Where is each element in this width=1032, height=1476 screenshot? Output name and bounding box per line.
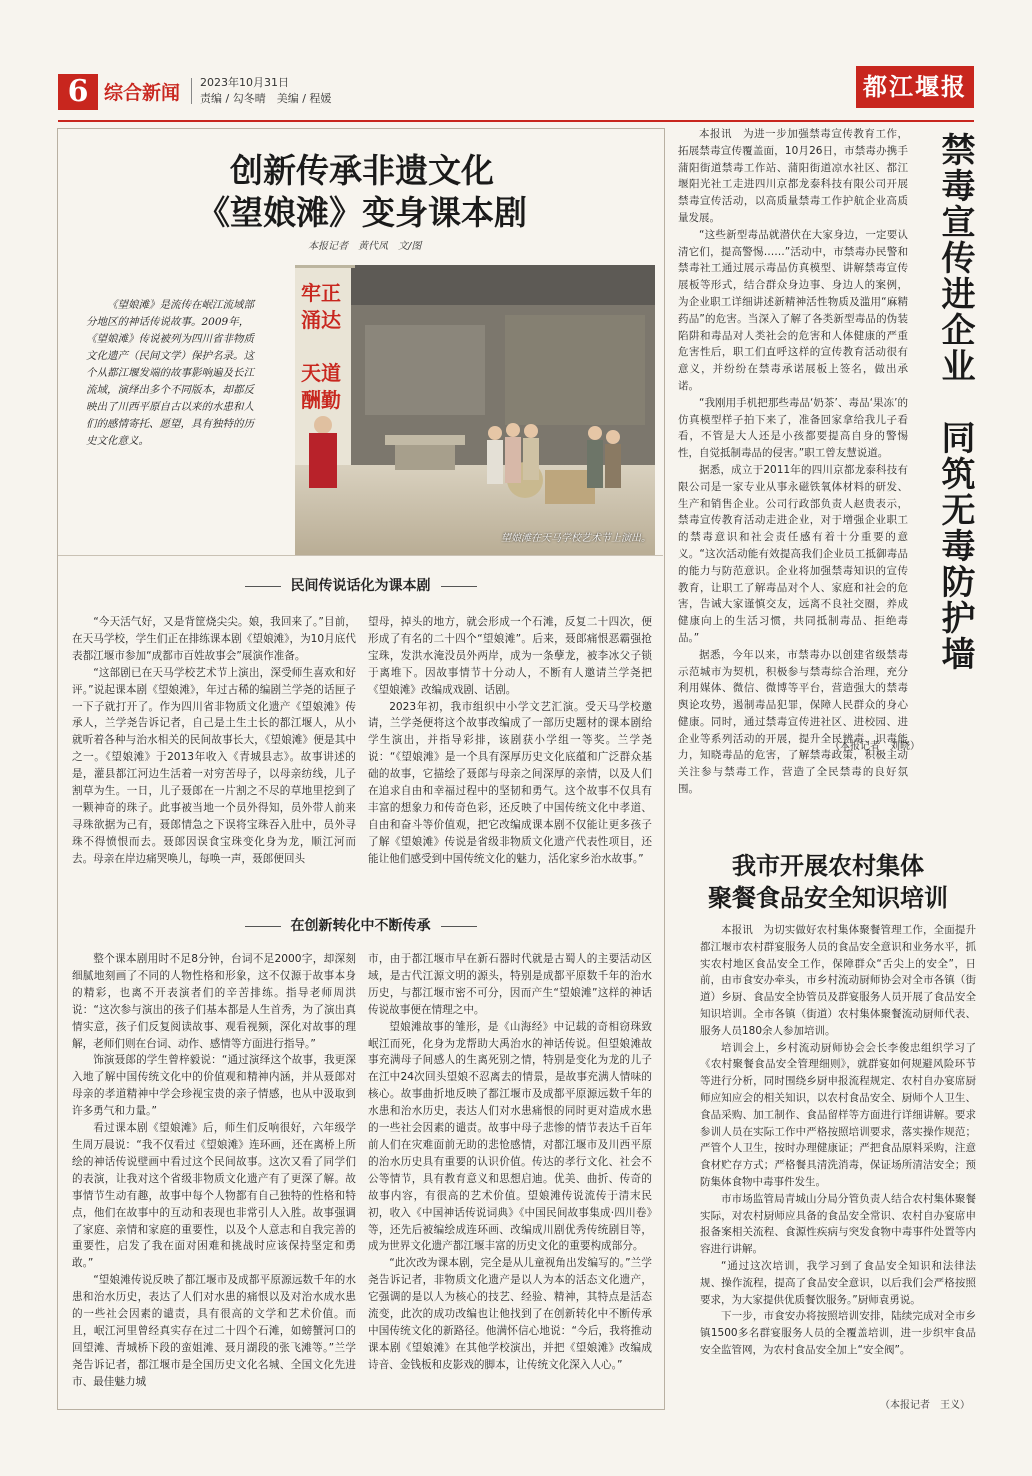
section-name: 综合新闻	[104, 82, 181, 104]
food-safety-article-sign: （本报记者 王义）	[880, 1400, 970, 1411]
paragraph: 望娘滩故事的雏形，是《山海经》中记载的奇相窃珠致岷江而死，化身为龙帮助大禹治水的神话传说。但望娘滩故事充满母子间感人的生离死别之情，特别是变化为龙的儿子在江中24次回头望娘不忍离去的情景，是故事充满人情味的核心。故事曲折地反映了都江堰市及成都平原源远数千年的水患和治水历史，表达人们对水患痛恨的同时更对造成水患的一些社会因素的谴责。故事中母子悲惨的情节表达千百年前人们在灾难面前无助的悲怆感情，对都江堰市及川西平原的治水历史具有重要的认识价值。传达的孝行文化、社会不公等情节，具有教育意义和思想启迪。优美、曲折、传奇的故事内容，有很高的艺术价值。望娘滩传说流传于清末民初，收入《中国神话传说词典》《中国民间故事集成·四川卷》等，还先后被编绘成连环画、改编成川剧优秀传统剧目等，成为世界文化遗产都江堰丰富的历史文化的重要构成部分。	[368, 1020, 652, 1253]
paragraph: 本报讯 为切实做好农村集体聚餐管理工作，全面提升都江堰市农村群宴服务人员的食品安全意识和业务水平，抓实农村地区食品安全工作，保障群众“舌尖上的安全”，日前，由市食安办牵头，市乡村流动厨师协会对全市各镇（街道）乡厨、食品安全协管员及群宴服务人员开展了食品安全知识培训。全市各镇（街道）农村集体聚餐流动厨师代表、服务人员180余人参加培训。	[700, 924, 976, 1037]
paragraph: 市，由于都江堰市早在新石器时代就是古蜀人的主要活动区域，是古代江源文明的源头，特别是成都平原数千年的治水历史，与都江堰市密不可分，因而产生“望娘滩”这样的神话传说故事便在情理之中。	[368, 953, 652, 1016]
header-separator	[191, 78, 192, 104]
lead-byline: 本报记者 黄代凤 文/图	[308, 241, 422, 252]
anti-drug-article-title: 禁毒宣传进企业 同筑无毒防护墙	[935, 132, 975, 672]
paragraph: 据悉，成立于2011年的四川京都龙泰科技有限公司是一家专业从事永磁铁氧体材料的研发、生产和销售企业。公司行政部负责人赵贵表示，禁毒宣传教育活动走进企业，对于增强企业职工的禁毒意识和社会责任感有着十分重要的意义。“这次活动能有效提高我们企业员工抵御毒品的能力与防范意识。企业将加强禁毒知识的宣传教育，让职工了解毒品对个人、家庭和社会的危害，告诫大家谨慎交友，远离不良社交圈，养成健康向上的生活习惯，共同抵制毒品、拒绝毒品。”	[678, 463, 908, 644]
paragraph: 望母，掉头的地方，就会形成一个石滩，反复二十四次，便形成了有名的二十四个“望娘滩”。后来，聂郎痛恨恶霸强抢宝珠，发洪水淹没员外两岸，成为一条孽龙，被李冰父子锁于离堆下。因故事情节十分动人，不断有人邀请兰学尧把《望娘滩》改编成戏剧、话剧。	[368, 616, 652, 696]
paragraph: 本报讯 为进一步加强禁毒宣传教育工作，拓展禁毒宣传覆盖面，10月26日，市禁毒办携手蒲阳街道禁毒工作站、蒲阳街道凉水社区、都江堰阳光社工走进四川京都龙泰科技有限公司开展禁毒宣传活动，以高质量禁毒工作护航企业高质量发展。	[678, 128, 908, 224]
sub2-column-2	[368, 951, 652, 1374]
issue-date: 2023年10月31日	[200, 76, 289, 89]
page-header	[58, 62, 974, 116]
svg-text:涌达: 涌达	[301, 308, 341, 332]
photo-watermark: 望娘滩在天马学校艺术节上演出。	[501, 533, 651, 544]
paragraph: “今天活气好，又是背筐烧尖尖。娘，我回来了。”目前，在天马学校，学生们正在排练课本剧《望娘滩》，为10月底代表都江堰市参加“成都市百姓故事会”展演作准备。	[72, 616, 356, 662]
paragraph: 市市场监管局青城山分局分管负责人结合农村集体聚餐实际，对农村厨师应具备的食品安全常识、农村自办宴席申报备案相关流程、食源性疾病与突发食物中毒事件处置等内容进行讲解。	[700, 1192, 976, 1256]
lead-title-line2: 《望娘滩》变身课本剧	[197, 193, 527, 232]
header-rule	[58, 120, 974, 122]
lead-article	[57, 128, 665, 1410]
stage-photo	[295, 265, 655, 555]
editors-line: 责编 / 勾冬晴 美编 / 程媛	[200, 92, 332, 105]
paragraph: 2023年初，我市组织中小学文艺汇演。受天马学校邀请，兰学尧便将这个故事改编成了一部历史题材的课本剧给学生演出，并指导彩排，该剧获小学组一等奖。兰学尧说：“《望娘滩》是一个具有深厚历史文化底蕴和广泛群众基础的故事，它描绘了聂郎与母亲之间深厚的亲情，以及人们在追求自由和幸福过程中的坚韧和勇气。这个故事不仅具有丰富的想象力和传奇色彩，还反映了中国传统文化中孝道、自由和奋斗等价值观，把它改编成课本剧不仅能让更多孩子了解《望娘滩》传说是省级非物质文化遗产代表性项目，还能让他们感受到中国传统文化的魅力，活化家乡治水故事。”	[368, 700, 652, 865]
paragraph: “此次改为课本剧，完全是从儿童视角出发编写的。”兰学尧告诉记者，非物质文化遗产是以人为本的活态文化遗产，它强调的是以人为核心的技艺、经验、精神，其特点是活态流变，此次的成功改编也让他找到了在创新转化中不断传承中国传统文化的新路径。他满怀信心地说：“今后，我将推动课本剧《望娘滩》在其他学校演出，并把《望娘滩》改编成诗音、金钱板和皮影戏的脚本，让传统文化深入人心。”	[368, 1257, 652, 1371]
paragraph: “这些新型毒品就潜伏在大家身边，一定要认清它们，提高警惕……”活动中，市禁毒办民警和禁毒社工通过展示毒品仿真模型、讲解禁毒宣传展板等形式，结合群众身边事、身边人的案例，为企业职工详细讲述新精神活性物质及滥用“麻精药品”的危害。当深入了解了各类新型毒品的伪装陷阱和毒品对人类社会的危害和人体健康的严重危害性后，职工们直呼这样的宣传教育活动很有意义，并纷纷在禁毒承诺展板上签名，做出承诺。	[678, 228, 908, 392]
sub2-column-1	[72, 951, 356, 1391]
sub1-column-2	[368, 614, 652, 868]
subhead-1-text: 民间传说话化为课本剧	[290, 578, 431, 594]
subhead-2	[58, 915, 663, 935]
page-number: 6	[58, 74, 98, 110]
subhead-1	[58, 575, 663, 595]
paragraph: 饰演聂郎的学生曾梓毅说：“通过演绎这个故事，我更深入地了解中国传统文化中的价值观和精神内涵，并从聂郎对母亲的孝道精神中学会珍视宝贵的亲子情感，也从中汲取到许多勇气和力量。”	[72, 1054, 356, 1118]
paragraph: 看过课本剧《望娘滩》后，师生们反响很好，六年级学生周万晨说：“我不仅看过《望娘滩》连环画，还在离桥上所绘的神话传说壁画中看过这个民间故事。这次又看了同学们的表演，让我对这个省级非物质文化遗产有了更深了解。故事情节生动有趣，故事中每个人物都有自己独特的性格和特点，他们在故事中的互动和表现也非常引人入胜。故事强调了家庭、亲情和家庭的重要性，以及个人意志和自我完善的重要性，启发了我在面对困难和挑战时应该保持坚定和勇敢。”	[72, 1122, 356, 1270]
newspaper-logo: 都江堰报	[856, 66, 974, 108]
paragraph: 整个课本剧用时不足8分钟，台词不足2000字，却深刻细腻地刻画了不同的人物性格和形象，这不仅源于故事本身的精彩，也离不开表演者们的辛苦排练。指导老师周洪说：“这次参与演出的孩子们基本都是人生首秀，为了演出真情实意，孩子们反复阅读故事、观看视频，深化对故事的理解，老师们则在台词、动作、感情等方面进行指导。”	[72, 953, 356, 1050]
paragraph: “这部剧已在天马学校艺术节上演出，深受师生喜欢和好评。”说起课本剧《望娘滩》，年过古稀的编剧兰学尧的话匣子一下子就打开了。作为四川省非物质文化遗产《望娘滩》传承人，兰学尧告诉记者，自己是土生土长的都江堰人，从小就听着各种与治水相关的民间故事长大，《望娘滩》便是其中之一。《望娘滩》于2013年收入《青城县志》。故事讲述的是，灌县都江河边生活着一对穷苦母子，以母亲纺线，儿子割草为生。一日，儿子聂郎在一片割之不尽的草地里挖到了一颗神奇的珠子。此事被当地一个员外得知，员外带人前来寻珠欲据为己有，聂郎情急之下误将宝珠吞入肚中，员外寻珠不得愤恨而去。聂郎因误食宝珠变化身为龙，顺江河而去。母亲在岸边痛哭唤儿，每唤一声，聂郎便回头	[72, 666, 356, 865]
food-safety-article-body	[700, 922, 976, 1359]
food-safety-title-line2: 聚餐食品安全知识培训	[708, 883, 948, 912]
subhead-2-text: 在创新转化中不断传承	[290, 918, 431, 934]
paragraph: “通过这次培训，我学习到了食品安全知识和法律法规、操作流程，提高了食品安全意识，以后我们会严格按照要求，为大家提供优质餐饮服务。”厨师袁勇说。	[700, 1259, 976, 1306]
paragraph: 据悉，今年以来，市禁毒办以创建省级禁毒示范城市为契机，积极参与禁毒综合治理，充分利用媒体、微信、微博等平台，营造强大的禁毒舆论攻势，遏制毒品犯罪，保障人民群众的身心健康。同时，通过禁毒宣传进社区、进校园、进企业等系列活动的开展，提升全民辨毒、识毒能力，知晓毒品的危害，了解禁毒政策，积极主动关注参与禁毒工作，营造了全民禁毒的良好氛围。	[678, 648, 908, 796]
anti-drug-article-sign: （本报记者 刘晓）	[830, 741, 920, 752]
stage-photo-illustration	[295, 265, 655, 555]
svg-text:牢正: 牢正	[301, 281, 341, 305]
lead-divider	[58, 555, 663, 556]
food-safety-title-line1: 我市开展农村集体	[732, 851, 924, 880]
anti-drug-article-body	[678, 126, 908, 798]
paragraph: “我刚用手机把那些毒品‘奶茶’、毒品‘果冻’的仿真模型样子拍下来了，准备回家拿给我儿子看看，不管是大人还是小孩都要提高自身的警惕性，自觉抵制毒品的侵害。”职工曾友慧说道。	[678, 396, 908, 460]
lead-title-line1: 创新传承非遗文化	[230, 151, 494, 190]
paragraph: 培训会上，乡村流动厨师协会会长李俊忠组织学习了《农村聚餐食品安全管理细则》，就群宴如何规避风险环节等进行分析，同时围绕乡厨申报流程规定、农村自办宴席厨师应知应会的相关知识，以农村食品安全、厨师个人卫生、食品采购、加工制作、食品留样等方面进行详细讲解。要求参训人员在实际工作中严格按照培训要求，落实操作规范；严管个人卫生，按时办理健康证；严把食品原料采购，注意食材贮存方式；严格餐具清洗消毒，保证场所清洁安全；预防集体食物中毒事件发生。	[700, 1041, 976, 1188]
paragraph: “望娘滩传说反映了都江堰市及成都平原源远数千年的水患和治水历史，表达了人们对水患的痛恨以及对治水成水患的一些社会因素的谴责，具有很高的文学和艺术价值。而且，岷江河里曾经真实存在过二十四个石滩，如螃蟹河口的回望滩、青城桥下段的蛮姐滩、聂月湖段的张飞滩等。”兰学尧告诉记者，都江堰市是全国历史文化名城、全国文化先进市、最佳魅力城	[72, 1274, 356, 1388]
svg-text:酬勤: 酬勤	[301, 388, 341, 412]
photo-caption: 《望娘滩》是流传在岷江流域部分地区的神话传说故事。2009年，《望娘滩》传说被列为四川省非物质文化遗产（民间文学）保护名录。这个从都江堰发端的故事影响遍及长江流域，演绎出多个不同版本，却都反映出了川西平原自古以来的水患和人们的感情寄托、愿望，具有独特的历史文化意义。	[86, 299, 254, 447]
paragraph: 下一步，市食安办将按照培训安排，陆续完成对全市乡镇1500多名群宴服务人员的全覆盖培训，进一步织牢食品安全监管网，为农村食品安全加上“安全阀”。	[700, 1310, 976, 1356]
sub1-column-1	[72, 614, 356, 868]
svg-text:天道: 天道	[301, 361, 341, 385]
